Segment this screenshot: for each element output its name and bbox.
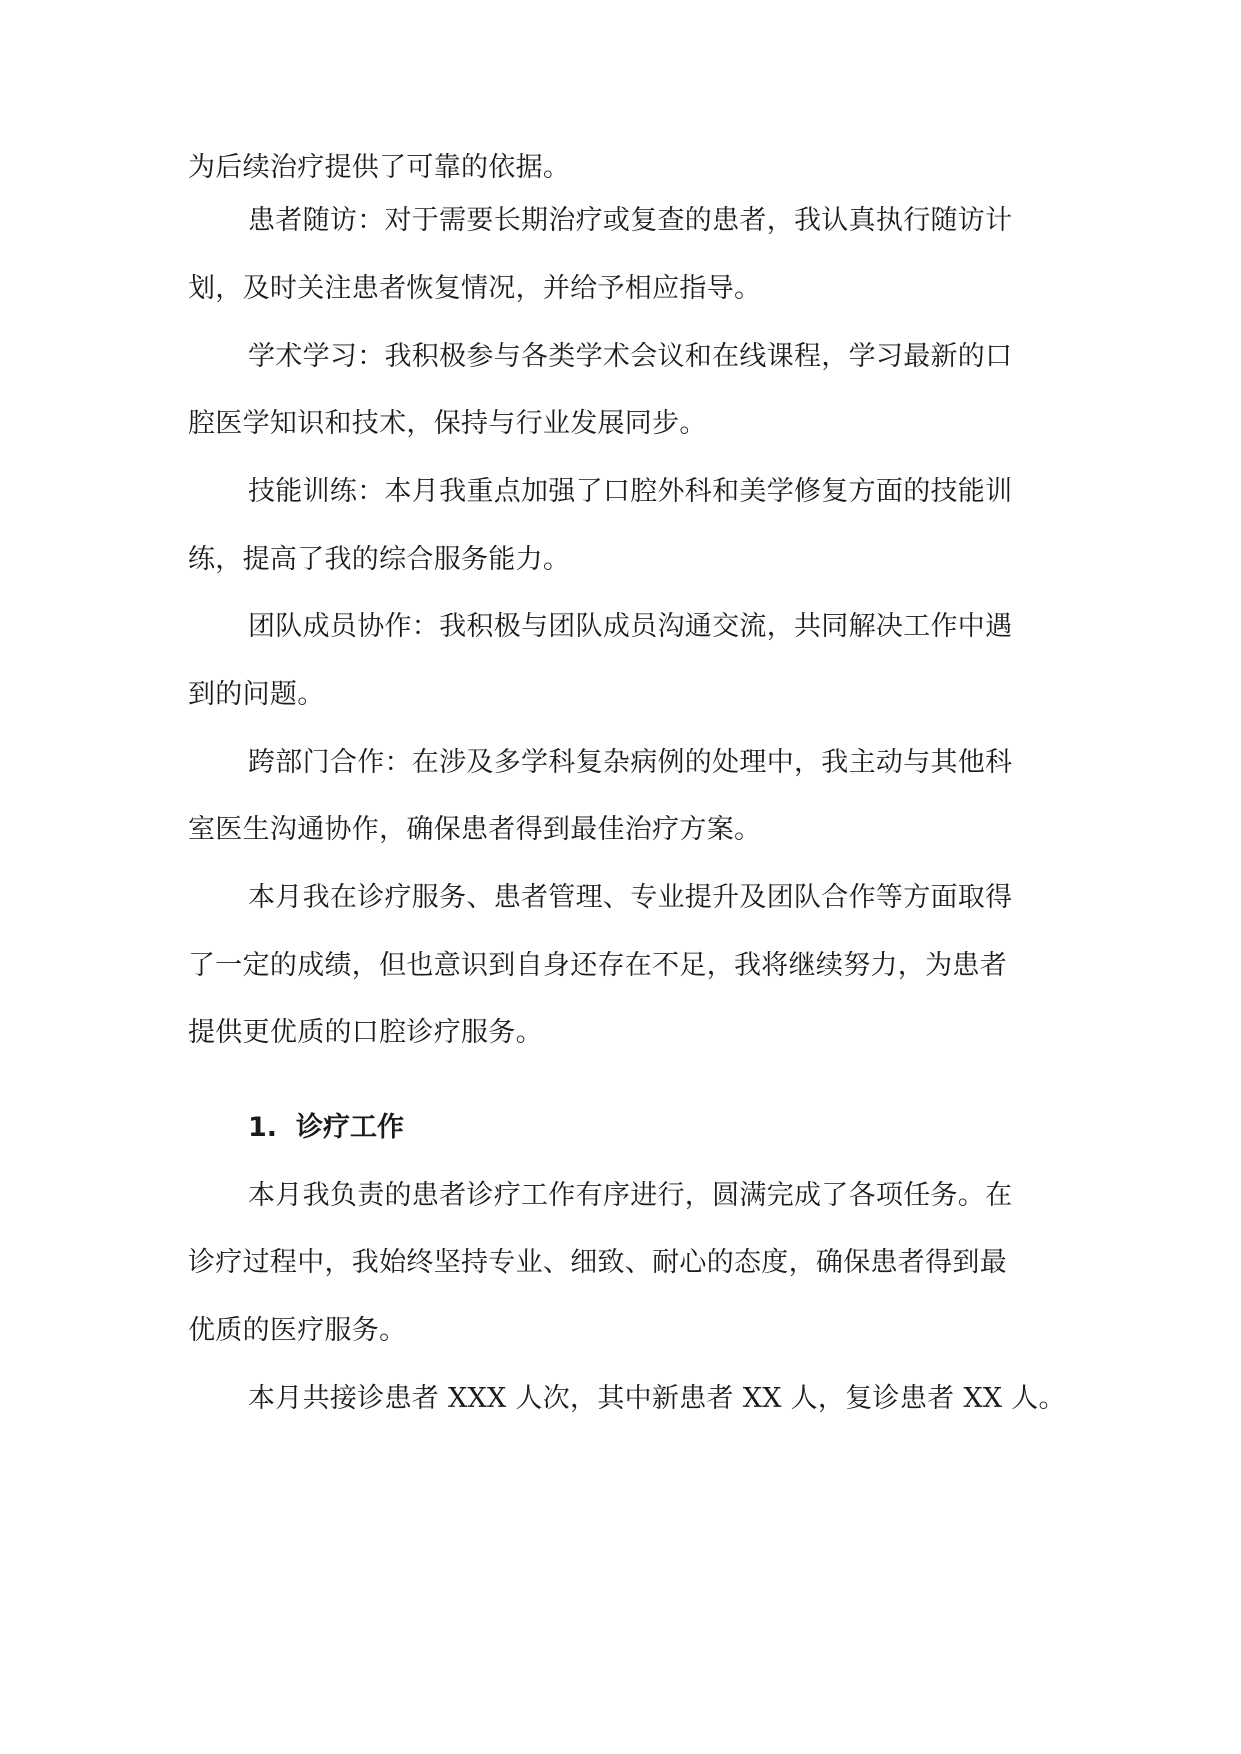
text-line: 提供更优质的口腔诊疗服务。 <box>188 1017 543 1048</box>
text-line: 室医生沟通协作，确保患者得到最佳治疗方案。 <box>188 814 762 845</box>
text-line: 为后续治疗提供了可靠的依据。 <box>188 152 571 183</box>
text-line: 本月我负责的患者诊疗工作有序进行，圆满完成了各项任务。在 <box>248 1180 1013 1211</box>
section-number: 1. <box>248 1112 278 1143</box>
text-line: 到的问题。 <box>188 679 325 710</box>
section-heading <box>248 1108 404 1148</box>
text-line: 本月我在诊疗服务、患者管理、专业提升及团队合作等方面取得 <box>248 882 1013 913</box>
text-line: 优质的医疗服务。 <box>188 1315 407 1346</box>
text-line: 诊疗过程中，我始终坚持专业、细致、耐心的态度，确保患者得到最 <box>188 1247 1007 1278</box>
text-line: 划，及时关注患者恢复情况，并给予相应指导。 <box>188 273 762 304</box>
text-line: 跨部门合作：在涉及多学科复杂病例的处理中，我主动与其他科 <box>248 747 1013 778</box>
text-line: 团队成员协作：我积极与团队成员沟通交流，共同解决工作中遇 <box>248 611 1013 642</box>
section-title: 诊疗工作 <box>296 1112 404 1143</box>
text-line: 腔医学知识和技术，保持与行业发展同步。 <box>188 408 707 439</box>
text-line: 了一定的成绩，但也意识到自身还存在不足，我将继续努力，为患者 <box>188 950 1007 981</box>
text-line: 技能训练：本月我重点加强了口腔外科和美学修复方面的技能训 <box>248 476 1013 507</box>
text-line: 本月共接诊患者 XXX 人次，其中新患者 XX 人，复诊患者 XX 人。 <box>248 1383 1066 1414</box>
text-line: 患者随访：对于需要长期治疗或复查的患者，我认真执行随访计 <box>248 205 1013 236</box>
text-line: 学术学习：我积极参与各类学术会议和在线课程，学习最新的口 <box>248 341 1013 372</box>
text-line: 练，提高了我的综合服务能力。 <box>188 544 571 575</box>
